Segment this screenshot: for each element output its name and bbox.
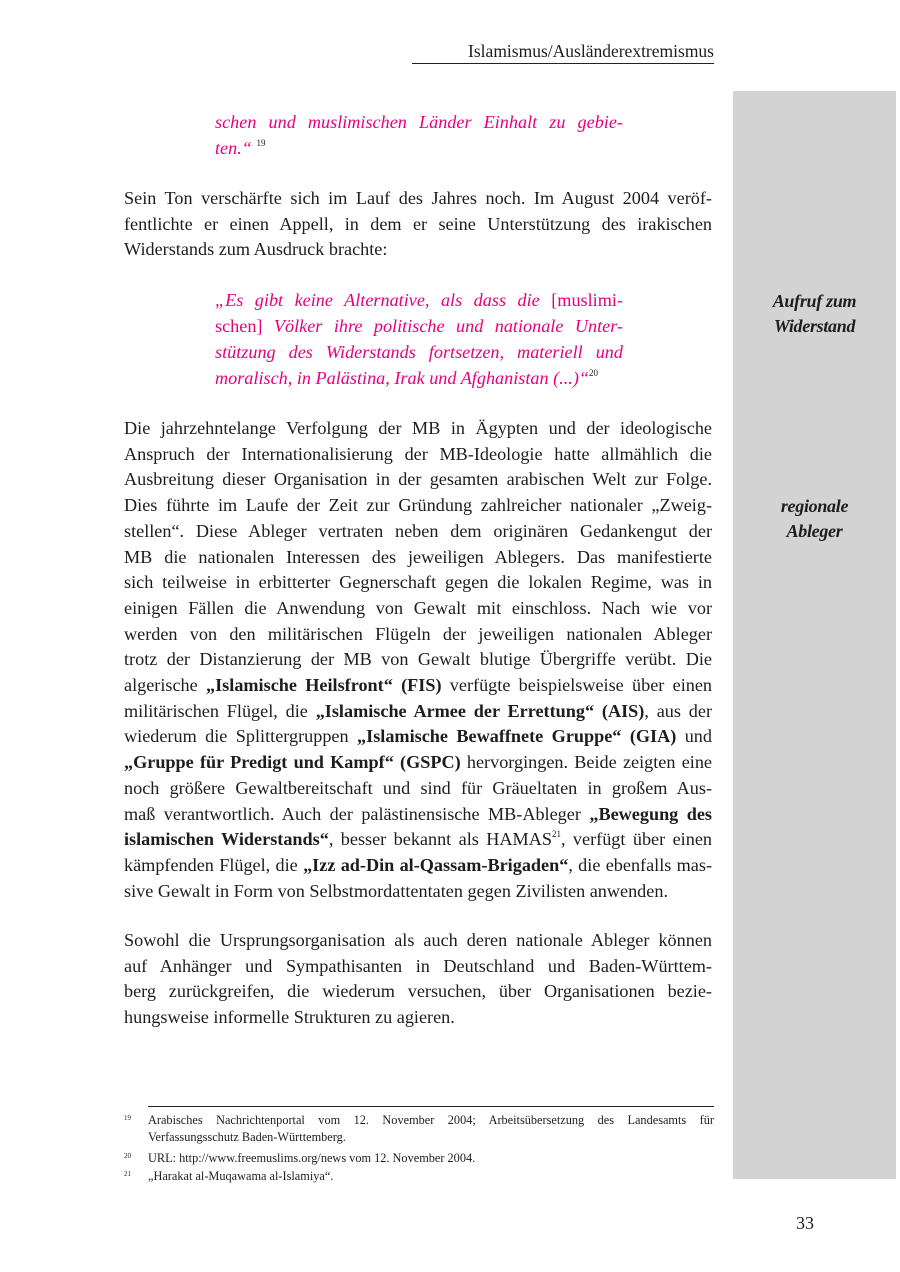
footnote-text: Arabisches Nachrichtenportal vom 12. November 2004; Arbeitsübersetzung des Landesamts für Verfassungsschutz Baden-Württemberg. <box>148 1113 714 1144</box>
quote-block-2 <box>215 287 623 391</box>
para2-line <box>124 802 712 828</box>
text-run: maß verantwortlich. Auch der palästinensische MB-Ableger <box>124 803 590 824</box>
quote2-text: „Es gibt keine Alternative, als dass die <box>215 290 552 310</box>
para2-line <box>124 699 712 725</box>
para2-line <box>124 827 712 853</box>
text-run: verfügte beispielsweise über einen <box>441 675 713 696</box>
para2-line <box>124 750 712 776</box>
quote2-line4 <box>215 365 623 391</box>
org-name-hamas: „Bewegung des <box>589 803 712 824</box>
para2-line: werden von den militärischen Flügeln der jeweiligen nationalen Ableger <box>124 623 712 644</box>
para1-line: Widerstands zum Ausdruck brachte: <box>124 239 388 260</box>
org-name-qassam: „Izz ad-Din al-Qassam-Brigaden“ <box>303 854 569 875</box>
paragraph-2 <box>124 416 712 904</box>
margin-note-line: Widerstand <box>773 316 856 336</box>
para3-line: auf Anhänger und Sympathisanten in Deutschland und Baden-Württem- <box>124 955 712 976</box>
para2-line: stellen“. Diese Ableger vertraten neben dem originären Gedankengut der <box>124 520 712 541</box>
running-header: Islamismus/Ausländerextremismus <box>412 40 714 64</box>
quote2-insertion: [muslimi- <box>551 290 623 310</box>
text-run: hervorgingen. Beide zeigten eine <box>460 752 712 773</box>
text-run: , die ebenfalls mas- <box>568 854 713 875</box>
para1-line: Sein Ton verschärfte sich im Lauf des Jahres noch. Im August 2004 veröf- <box>124 188 712 208</box>
footnote-text: „Harakat al-Muqawama al-Islamiya“. <box>148 1169 334 1183</box>
quote2-text: Völker ihre politische und nationale Unter- <box>262 316 623 336</box>
para2-line: sive Gewalt in Form von Selbstmordattentaten gegen Zivilisten anwenden. <box>124 880 668 901</box>
org-name-ais: „Islamische Armee der Errettung“ (AIS) <box>315 700 645 721</box>
para2-line: Die jahrzehntelange Verfolgung der MB in Ägypten und der ideologische <box>124 418 712 438</box>
footnote-ref-20[interactable]: 20 <box>589 367 599 378</box>
paragraph-3 <box>124 928 712 1031</box>
quote2-insertion: schen] <box>215 316 263 336</box>
quote2-text: moralisch, in Palästina, Irak und Afghanistan (...)“ <box>215 368 590 388</box>
text-run: , aus der <box>644 700 713 721</box>
margin-note-aufruf <box>733 289 896 339</box>
footnotes <box>124 1112 714 1185</box>
margin-note-line: Ableger <box>786 521 843 541</box>
footnote-19 <box>124 1112 714 1146</box>
text-run: , besser bekannt als HAMAS <box>328 829 552 850</box>
org-name-gia: „Islamische Bewaffnete Gruppe“ (GIA) <box>357 726 677 747</box>
quote-block-1 <box>215 109 623 161</box>
org-name-gspc: „Gruppe für Predigt und Kampf“ (GSPC) <box>124 752 461 773</box>
paragraph-1 <box>124 186 712 263</box>
para2-line <box>124 673 712 699</box>
footnote-text: URL: http://www.freemuslims.org/news vom 12. November 2004. <box>148 1151 476 1165</box>
quote1-line2 <box>215 135 623 161</box>
footnote-20 <box>124 1150 714 1167</box>
margin-note-regionale <box>733 494 896 544</box>
text-run: algerische <box>124 675 207 696</box>
footnote-ref-21[interactable]: 21 <box>551 829 561 840</box>
text-run: wiederum die Splittergruppen <box>124 726 358 747</box>
para3-line: hungsweise informelle Strukturen zu agieren. <box>124 1007 455 1028</box>
page-number: 33 <box>796 1213 814 1233</box>
text-run: und <box>676 726 712 747</box>
para2-line: Ausbreitung dieser Organisation in der gesamten arabischen Welt zur Folge. <box>124 469 712 490</box>
footnote-number: 19 <box>124 1114 131 1122</box>
para2-line <box>124 724 712 750</box>
para3-line: Sowohl die Ursprungsorganisation als auch deren nationale Ableger können <box>124 930 712 950</box>
footnote-divider <box>148 1106 714 1107</box>
margin-note-line: Aufruf zum <box>772 291 857 311</box>
footnote-number: 21 <box>124 1170 131 1178</box>
para2-line: Dies führte im Laufe der Zeit zur Gründung zahlreicher nationaler „Zweig- <box>124 495 712 516</box>
text-run: kämpfenden Flügel, die <box>124 854 304 875</box>
para2-line: noch größere Gewaltbereitschaft und sind für Gräueltaten in großem Aus- <box>124 777 712 798</box>
footnote-ref-19[interactable]: 19 <box>256 137 266 148</box>
para2-line: sich teilweise in erbitterter Gegnerschaft gegen die lokalen Regime, was in <box>124 572 712 593</box>
org-name-hamas: islamischen Widerstands“ <box>124 829 329 850</box>
quote1-line1: schen und muslimischen Länder Einhalt zu gebie- <box>215 112 623 132</box>
text-run: militärischen Flügel, die <box>124 700 316 721</box>
para2-line: trotz der Distanzierung der MB von Gewalt blutige Übergriffe verübt. Die <box>124 649 712 670</box>
para3-line: berg zurückgreifen, die wiederum versuchen, über Organisationen bezie- <box>124 981 712 1002</box>
quote2-line3: stützung des Widerstands fortsetzen, materiell und <box>215 342 623 362</box>
para2-line: einigen Fällen die Anwendung von Gewalt mit einschloss. Nach wie vor <box>124 597 712 618</box>
footnote-number: 20 <box>124 1152 131 1160</box>
quote2-line1 <box>215 287 623 313</box>
quote2-line2 <box>215 313 623 339</box>
margin-sidebar <box>733 91 896 1179</box>
footnote-21 <box>124 1168 714 1185</box>
margin-note-line: regionale <box>780 496 849 516</box>
org-name-fis: „Islamische Heilsfront“ (FIS) <box>206 675 442 696</box>
para2-line <box>124 853 712 879</box>
para2-line: Anspruch der Internationalisierung der MB-Ideologie hatte allmählich die <box>124 443 712 464</box>
quote1-text-end: ten.“ <box>215 138 252 158</box>
para1-line: fentlichte er einen Appell, in dem er seine Unterstützung des irakischen <box>124 213 712 234</box>
text-run: , verfügt über einen <box>560 829 712 850</box>
para2-line: MB die nationalen Interessen des jeweiligen Ablegers. Das manifestierte <box>124 546 712 567</box>
